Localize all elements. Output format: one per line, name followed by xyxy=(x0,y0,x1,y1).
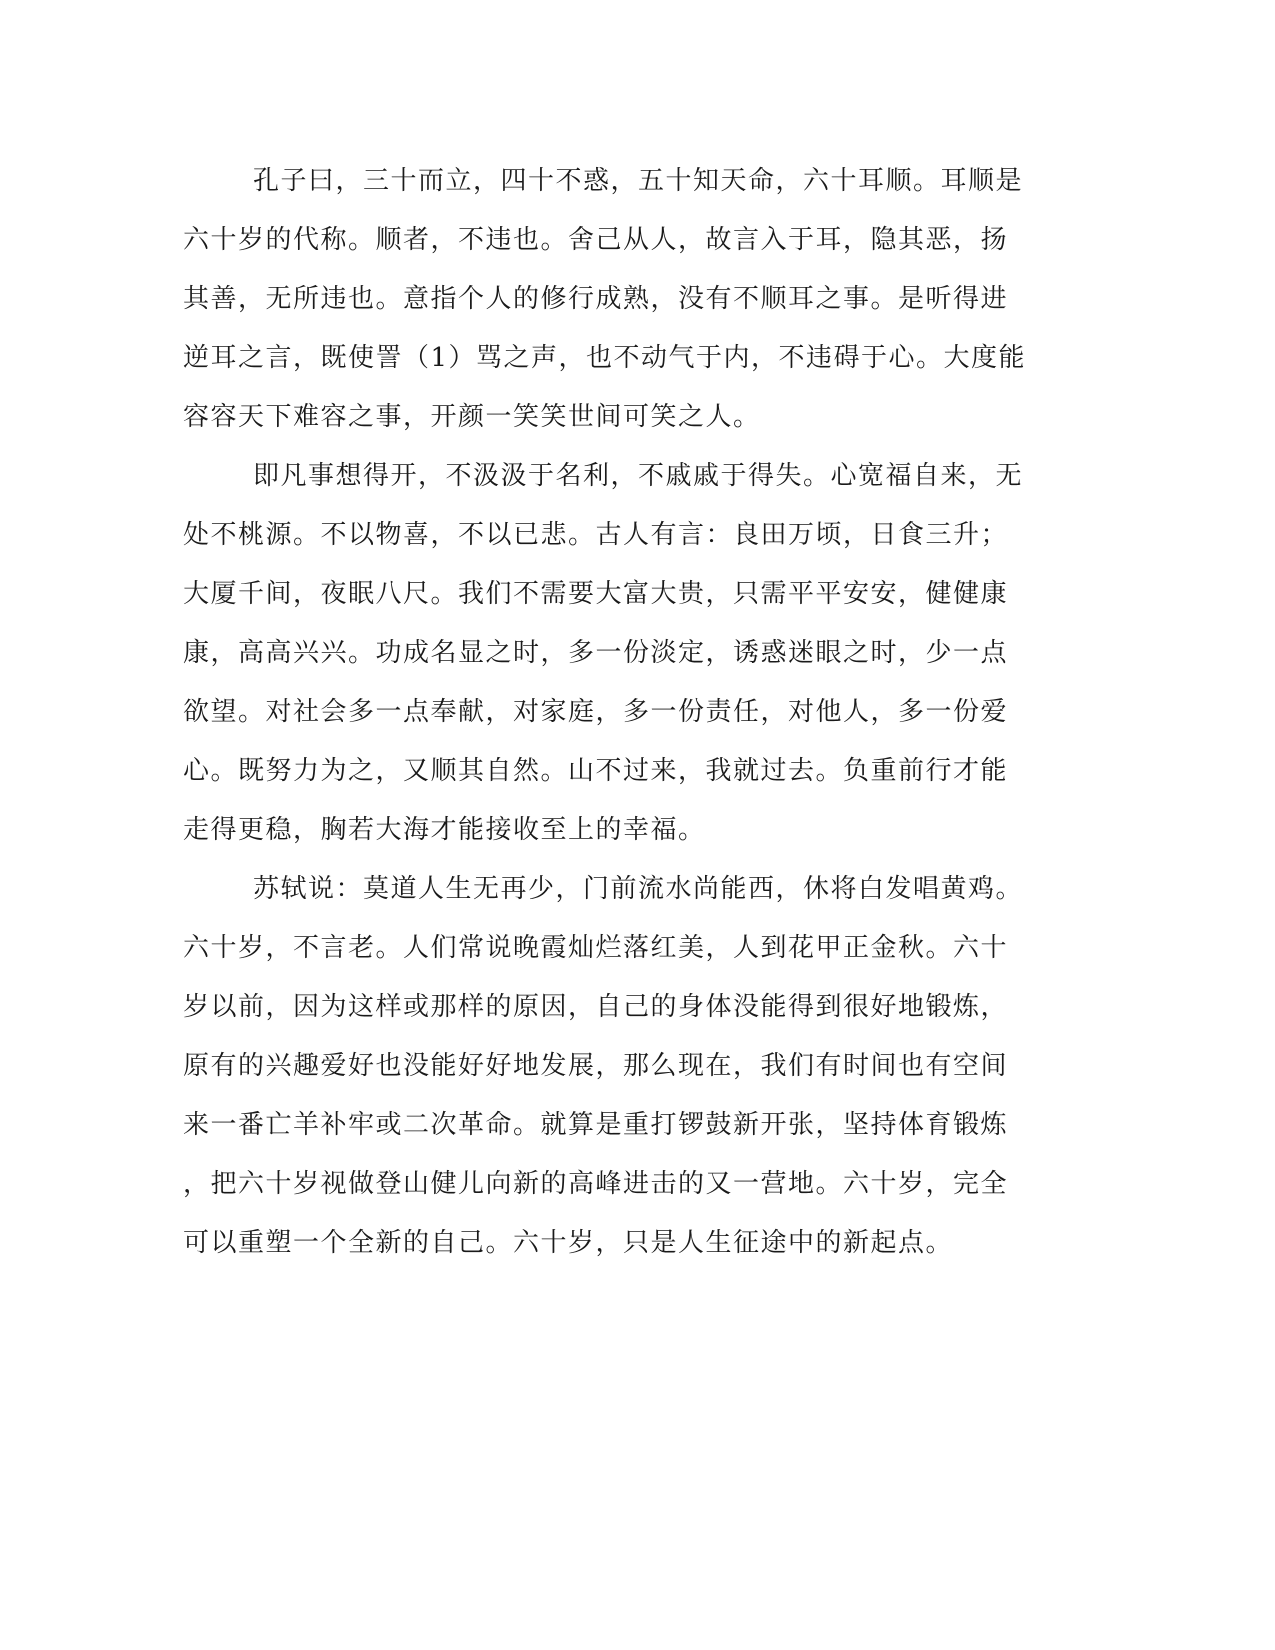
text-line: 欲望。对社会多一点奉献，对家庭，多一份责任，对他人，多一份爱 xyxy=(183,697,1009,727)
text-line: 其善，无所违也。意指个人的修行成熟，没有不顺耳之事。是听得进 xyxy=(183,284,1009,314)
text-line: 大厦千间，夜眠八尺。我们不需要大富大贵，只需平平安安，健健康 xyxy=(183,579,1009,609)
text-line: 原有的兴趣爱好也没能好好地发展，那么现在，我们有时间也有空间 xyxy=(183,1051,1009,1081)
text-line: 逆耳之言，既使詈（1）骂之声，也不动气于内，不违碍于心。大度能 xyxy=(183,343,1027,373)
paragraph-1 xyxy=(183,152,1033,447)
text-line: 处不桃源。不以物喜，不以已悲。古人有言：良田万顷，日食三升； xyxy=(183,520,1009,550)
text-line: 来一番亡羊补牢或二次革命。就算是重打锣鼓新开张，坚持体育锻炼 xyxy=(183,1110,1009,1140)
text-line: 容容天下难容之事，开颜一笑笑世间可笑之人。 xyxy=(183,402,761,432)
text-line: 六十岁的代称。顺者，不违也。舍己从人，故言入于耳，隐其恶，扬 xyxy=(183,225,1009,255)
text-line: 可以重塑一个全新的自己。六十岁，只是人生征途中的新起点。 xyxy=(183,1228,954,1258)
text-line: 心。既努力为之，又顺其自然。山不过来，我就过去。负重前行才能 xyxy=(183,756,1009,786)
text-line: 岁以前，因为这样或那样的原因，自己的身体没能得到很好地锻炼， xyxy=(183,992,1009,1022)
paragraph-2 xyxy=(183,447,1033,860)
text-line: 走得更稳，胸若大海才能接收至上的幸福。 xyxy=(183,815,706,845)
text-line: 六十岁，不言老。人们常说晚霞灿烂落红美，人到花甲正金秋。六十 xyxy=(183,933,1009,963)
paragraph-3 xyxy=(183,860,1033,1273)
text-line: 康，高高兴兴。功成名显之时，多一份淡定，诱惑迷眼之时，少一点 xyxy=(183,638,1009,668)
text-line: 苏轼说：莫道人生无再少，门前流水尚能西，休将白发唱黄鸡。 xyxy=(253,874,1024,904)
essay-body xyxy=(183,152,1033,1273)
text-line: 即凡事想得开，不汲汲于名利，不戚戚于得失。心宽福自来，无 xyxy=(253,461,1024,491)
text-line: ，把六十岁视做登山健儿向新的高峰进击的又一营地。六十岁，完全 xyxy=(183,1169,1009,1199)
text-line: 孔子曰，三十而立，四十不惑，五十知天命，六十耳顺。耳顺是 xyxy=(253,166,1024,196)
